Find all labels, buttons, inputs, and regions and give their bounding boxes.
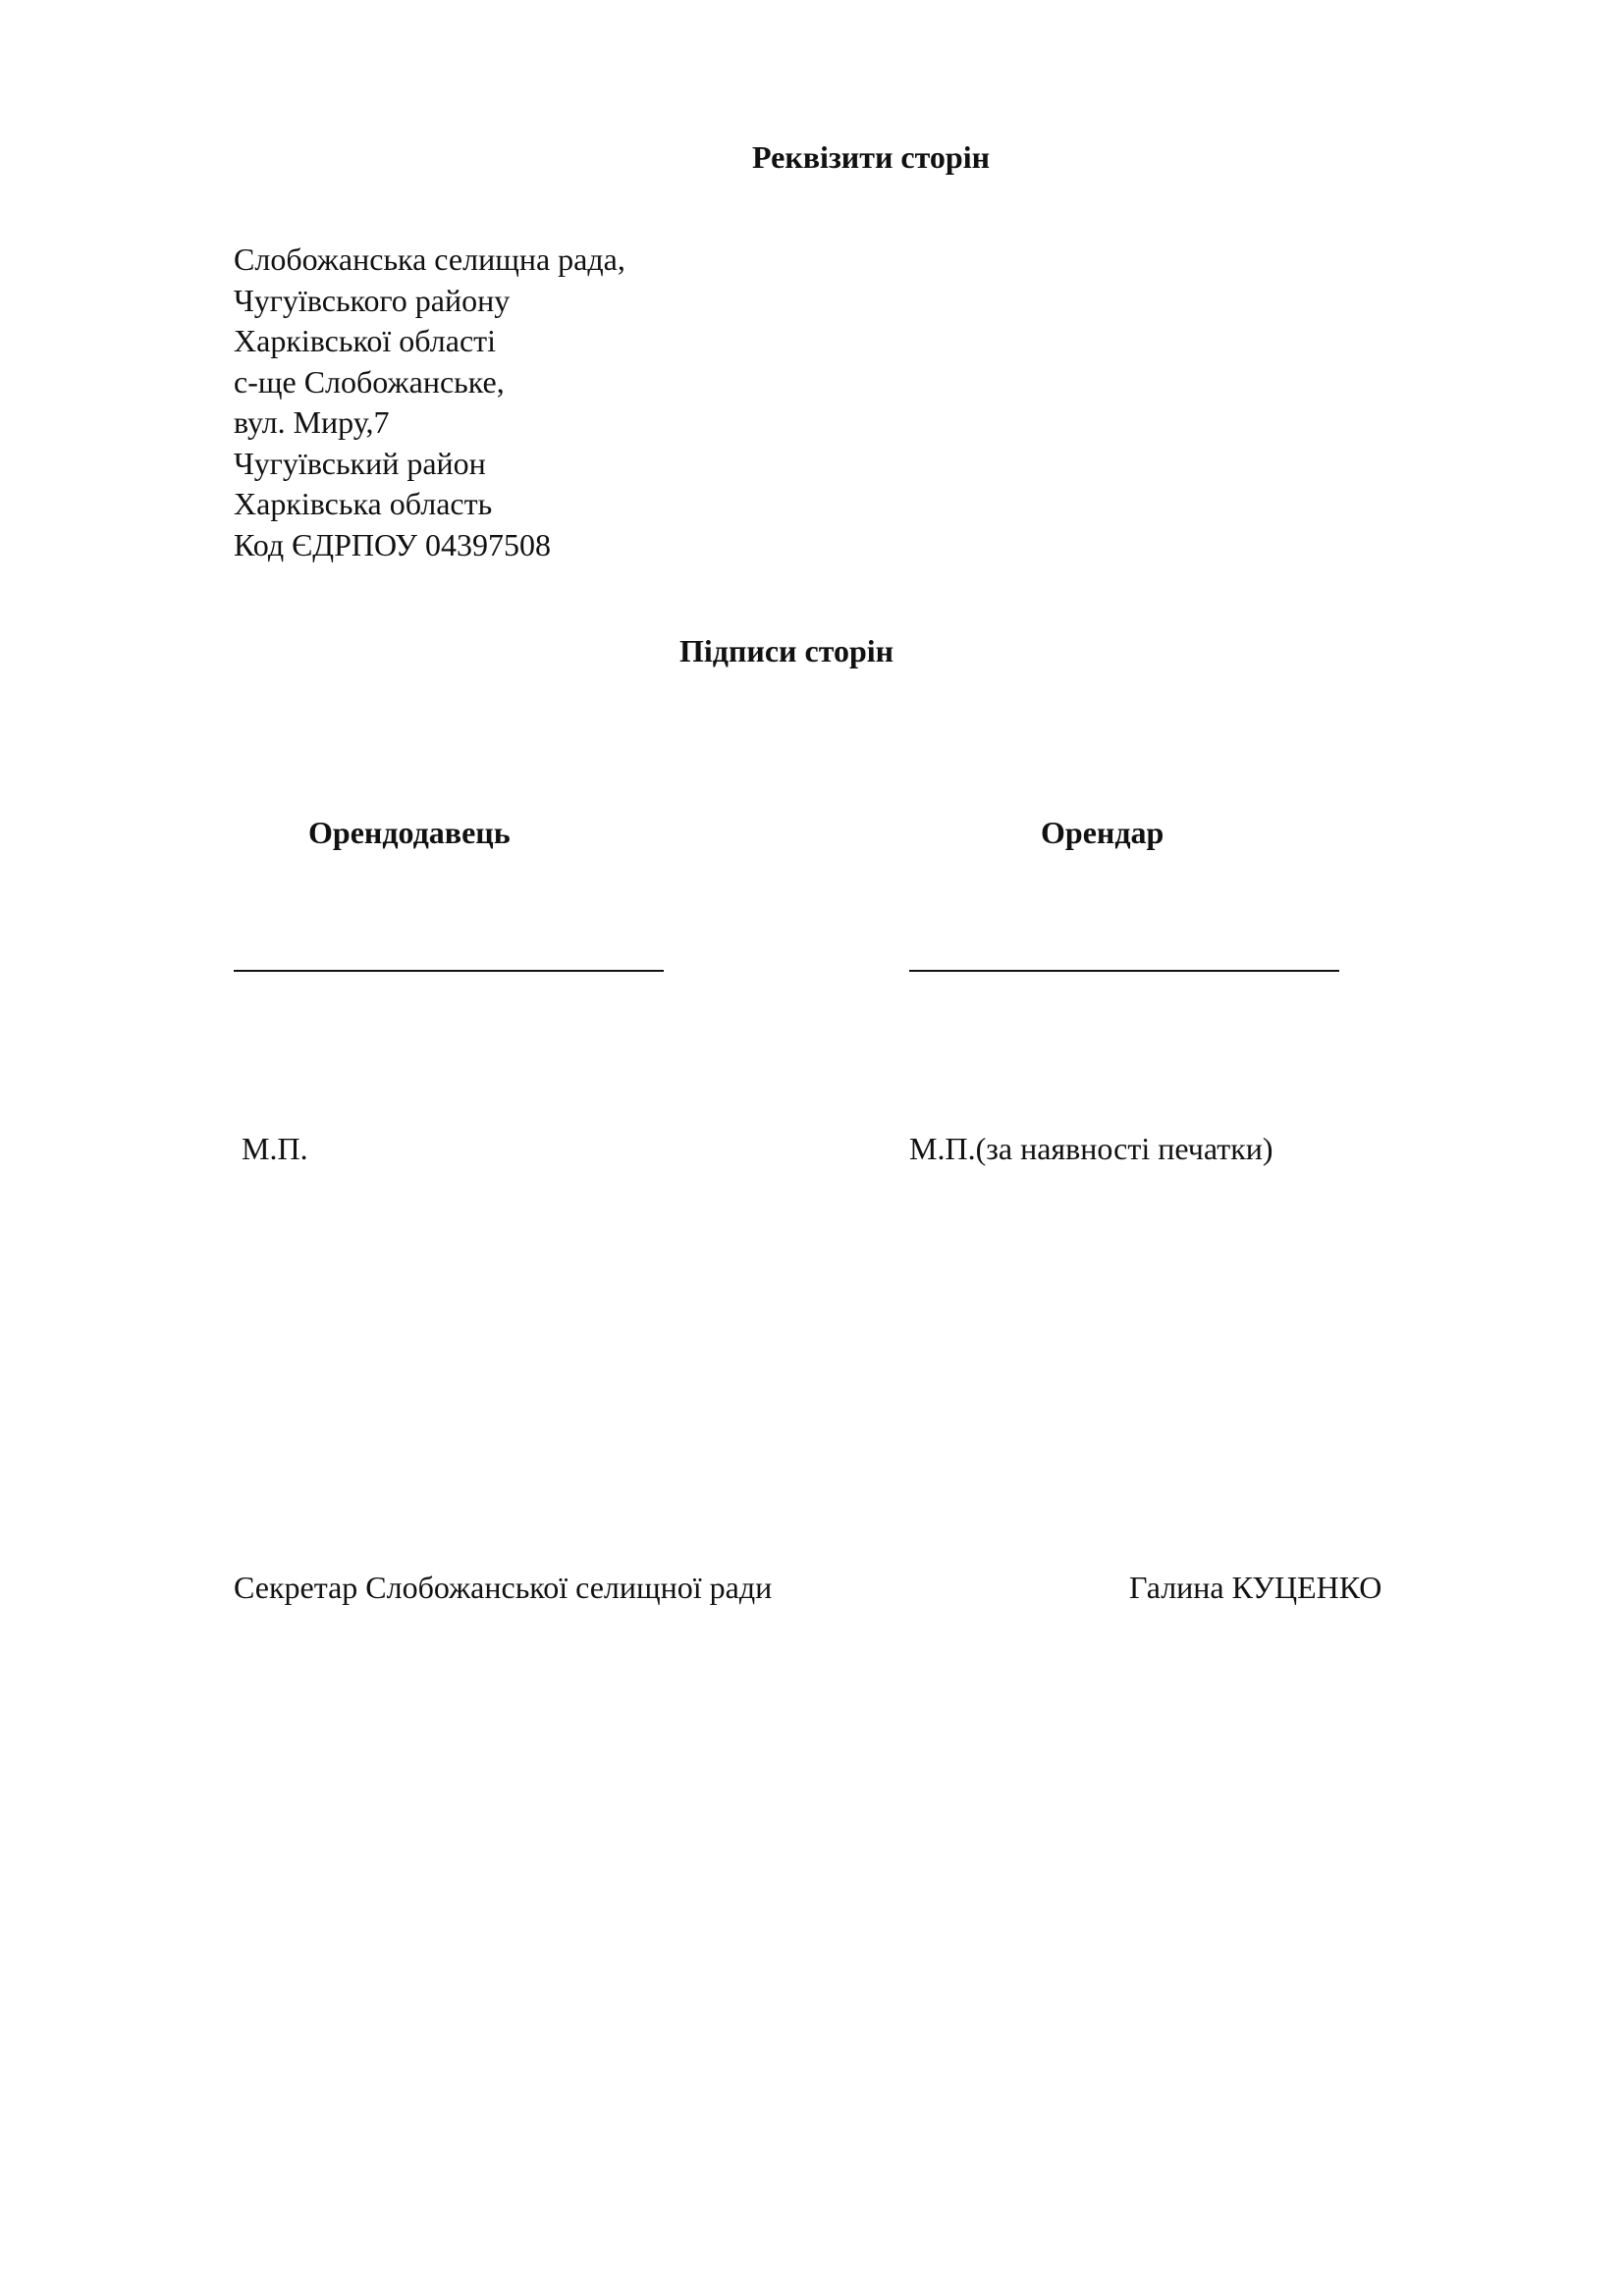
address-line: вул. Миру,7 — [234, 404, 390, 440]
lessee-stamp-label: М.П.(за наявності печатки) — [909, 1131, 1273, 1166]
address-line: Код ЄДРПОУ 04397508 — [234, 526, 551, 562]
address-line: Чугуївського району — [234, 282, 511, 318]
address-line: с-ще Слобожанське, — [234, 363, 505, 400]
details-heading: Реквізити сторін — [752, 139, 991, 175]
lessee-signature-line — [909, 970, 1339, 972]
address-line: Харківська область — [234, 486, 493, 521]
address-block — [234, 240, 625, 565]
lessor-label: Орендодавець — [308, 815, 511, 850]
secretary-name: Галина КУЦЕНКО — [1129, 1570, 1382, 1605]
address-line: Чугуївський район — [234, 445, 486, 481]
lessor-stamp-label: М.П. — [242, 1131, 308, 1166]
lessee-label: Орендар — [1041, 815, 1164, 850]
address-line: Харківської області — [234, 323, 497, 358]
address-line: Слобожанська селищна рада, — [234, 241, 625, 277]
lessor-signature-line — [234, 970, 664, 972]
secretary-position: Секретар Слобожанської селищної ради — [234, 1570, 773, 1605]
signatures-heading: Підписи сторін — [679, 633, 894, 668]
